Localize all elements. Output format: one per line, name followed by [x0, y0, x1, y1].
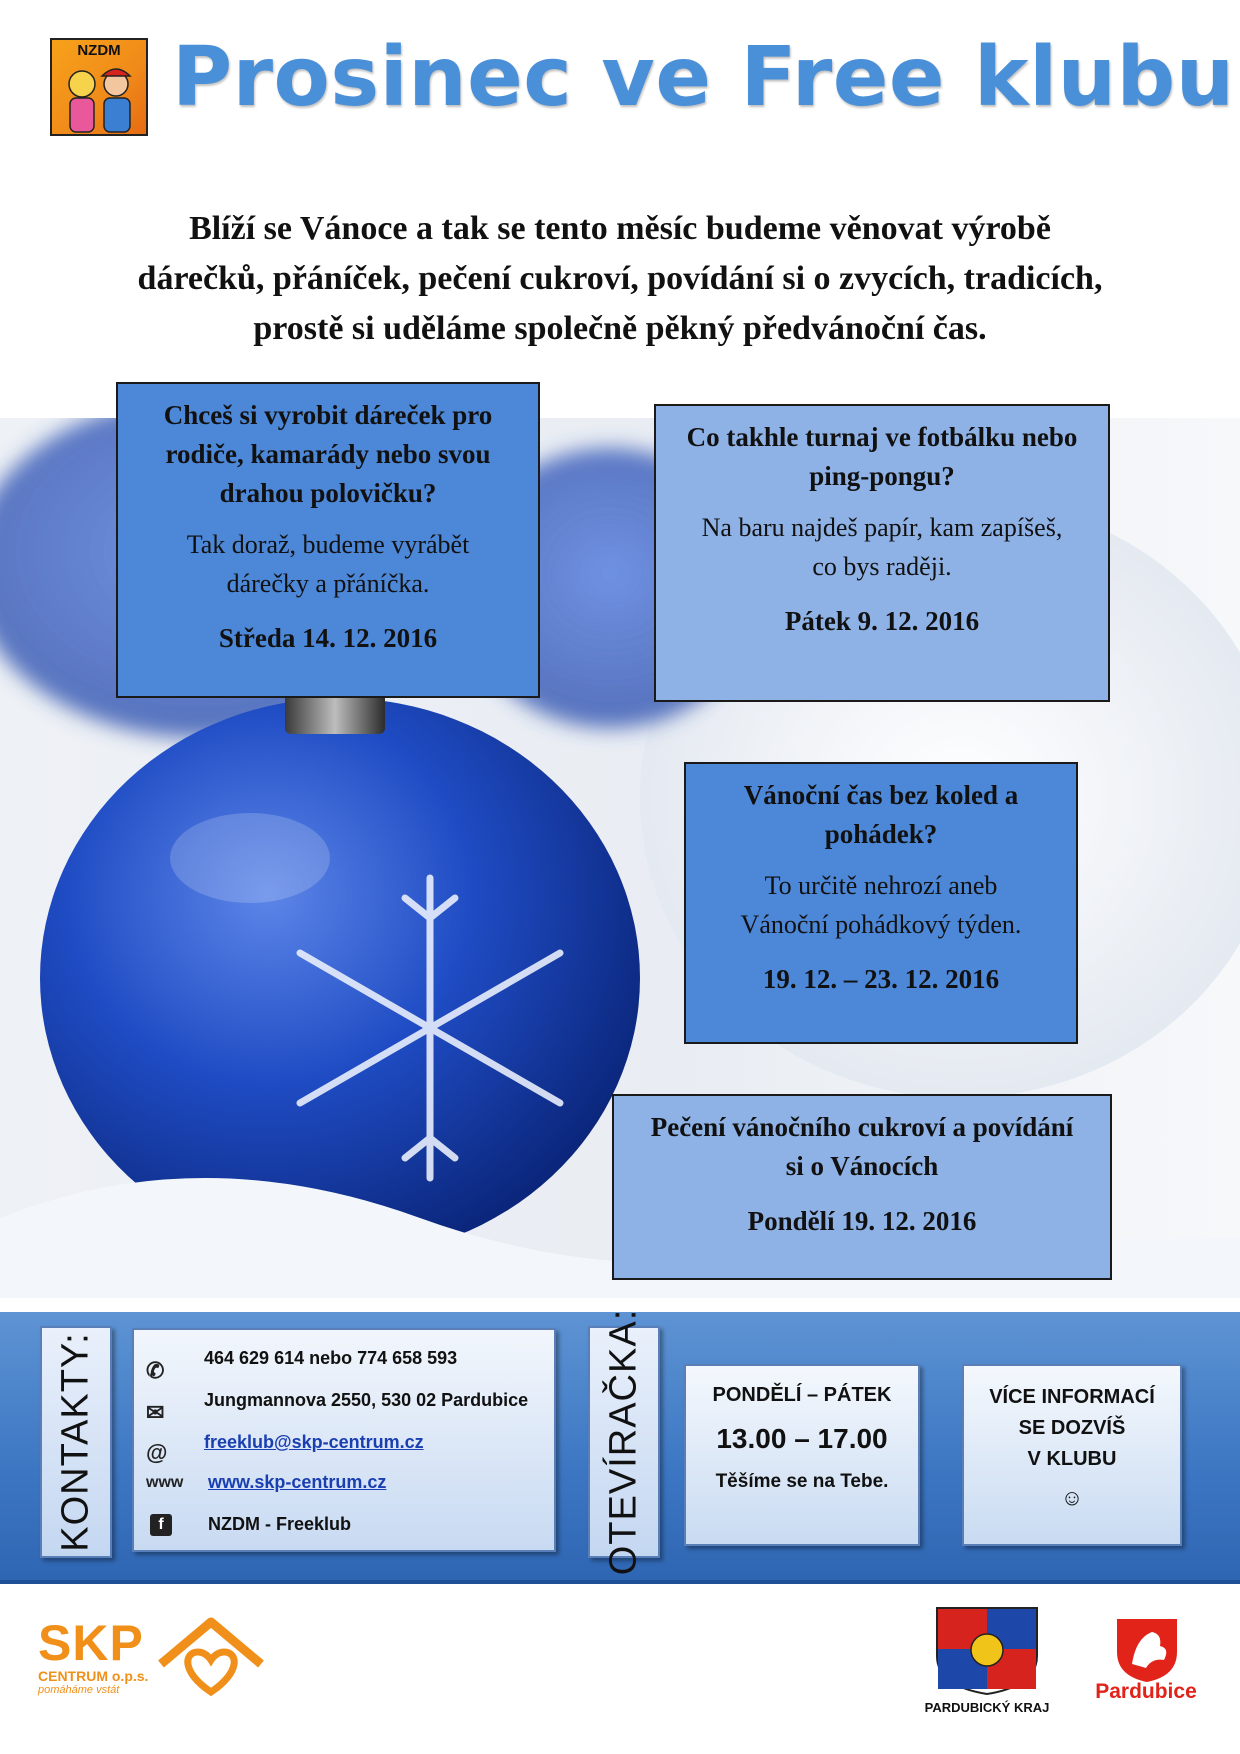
- event-title-line: si o Vánocích: [785, 1151, 939, 1181]
- event-card-fairytales: [684, 762, 1078, 1044]
- page-title: Prosinec ve Free klubu: [172, 30, 1235, 125]
- event-title-line: Vánoční čas bez koled a: [743, 780, 1019, 810]
- envelope-icon: ✉: [146, 1400, 165, 1425]
- skp-logo-tagline: pomáháme vstát: [38, 1684, 120, 1696]
- event-body-line: To určitě nehrozí aneb: [764, 871, 998, 900]
- pardubicky-kraj-label: PARDUBICKÝ KRAJ: [924, 1700, 1050, 1715]
- event-title-line: drahou polovičku?: [219, 478, 437, 508]
- skp-logo-name: SKP: [38, 1615, 144, 1671]
- event-title: [678, 418, 1086, 496]
- contact-phone: 464 629 614 nebo 774 658 593: [204, 1348, 458, 1368]
- skp-logo-sub: CENTRUM o.p.s.: [38, 1668, 149, 1684]
- event-title: [636, 1108, 1088, 1186]
- opening-hours-box: [684, 1364, 920, 1546]
- event-body: [678, 508, 1086, 586]
- event-card-tournament: [654, 404, 1110, 702]
- event-card-gifts: [116, 382, 540, 698]
- event-date: 19. 12. – 23. 12. 2016: [762, 964, 1000, 994]
- intro-line: prostě si uděláme společně pěkný předvánoční čas.: [253, 310, 987, 347]
- intro-line: Blíží se Vánoce a tak se tento měsíc budeme věnovat výrobě: [189, 210, 1051, 247]
- intro-text: [60, 204, 1180, 354]
- contacts-label: KONTAKTY:: [54, 1332, 97, 1552]
- opening-hours: 13.00 – 17.00: [716, 1423, 888, 1454]
- smiley-icon: ☺: [1060, 1485, 1084, 1510]
- event-title: [140, 396, 516, 513]
- event-date: Středa 14. 12. 2016: [218, 623, 438, 653]
- intro-line: dárečků, přáníček, pečení cukroví, povídání si o zvycích, tradicích,: [137, 260, 1103, 297]
- event-date: Pondělí 19. 12. 2016: [747, 1206, 977, 1236]
- event-body-line: dárečky a přáníčka.: [226, 569, 430, 598]
- more-info-box: [962, 1364, 1182, 1546]
- event-title-line: rodiče, kamarády nebo svou: [165, 439, 491, 469]
- at-icon: @: [146, 1440, 168, 1465]
- event-title-line: Chceš si vyrobit dáreček pro: [163, 400, 493, 430]
- event-title-line: ping-pongu?: [809, 461, 955, 491]
- contact-address: Jungmannova 2550, 530 02 Pardubice: [204, 1390, 529, 1410]
- event-title-line: Co takhle turnaj ve fotbálku nebo: [686, 422, 1078, 452]
- contact-email-link[interactable]: freeklub@skp-centrum.cz: [204, 1432, 424, 1452]
- skp-centrum-logo: [38, 1615, 298, 1728]
- contacts-label-box: [40, 1326, 112, 1558]
- house-heart-icon: [156, 1614, 266, 1704]
- contact-web-link[interactable]: www.skp-centrum.cz: [208, 1472, 387, 1492]
- www-label: www: [146, 1474, 184, 1491]
- more-info-line: VÍCE INFORMACÍ: [989, 1386, 1155, 1408]
- opening-days: PONDĚLÍ – PÁTEK: [712, 1384, 892, 1406]
- opening-label: OTEVÍRAČKA:: [602, 1308, 645, 1576]
- more-info-line: SE DOZVÍŠ: [1018, 1417, 1126, 1439]
- event-body-line: Tak doraž, budeme vyrábět: [186, 530, 470, 559]
- event-card-baking: [612, 1094, 1112, 1280]
- contact-facebook: NZDM - Freeklub: [208, 1514, 352, 1534]
- more-info-line: V KLUBU: [1027, 1448, 1117, 1470]
- event-body: [140, 525, 516, 603]
- pardubice-label: Pardubice: [1095, 1680, 1197, 1703]
- pardubicky-kraj-coat-of-arms-icon: [932, 1606, 1042, 1696]
- opening-label-box: [588, 1308, 660, 1576]
- opening-note: Těšíme se na Tebe.: [715, 1471, 889, 1492]
- event-date: Pátek 9. 12. 2016: [784, 606, 980, 636]
- contacts-box: [132, 1328, 556, 1552]
- event-body-line: co bys raději.: [812, 552, 952, 581]
- info-band-divider: [0, 1580, 1240, 1584]
- event-body-line: Vánoční pohádkový týden.: [740, 910, 1022, 939]
- pardubice-city-icon: [1112, 1614, 1182, 1684]
- event-title-line: pohádek?: [824, 819, 938, 849]
- nzdm-logo-text: NZDM: [77, 42, 121, 59]
- facebook-icon: f: [150, 1514, 172, 1536]
- event-body: [708, 866, 1054, 944]
- phone-icon: ✆: [146, 1358, 165, 1383]
- event-title-line: Pečení vánočního cukroví a povídání: [650, 1112, 1074, 1142]
- event-body-line: Na baru najdeš papír, kam zapíšeš,: [701, 513, 1063, 542]
- event-title: [708, 776, 1054, 854]
- nzdm-logo: [50, 38, 148, 136]
